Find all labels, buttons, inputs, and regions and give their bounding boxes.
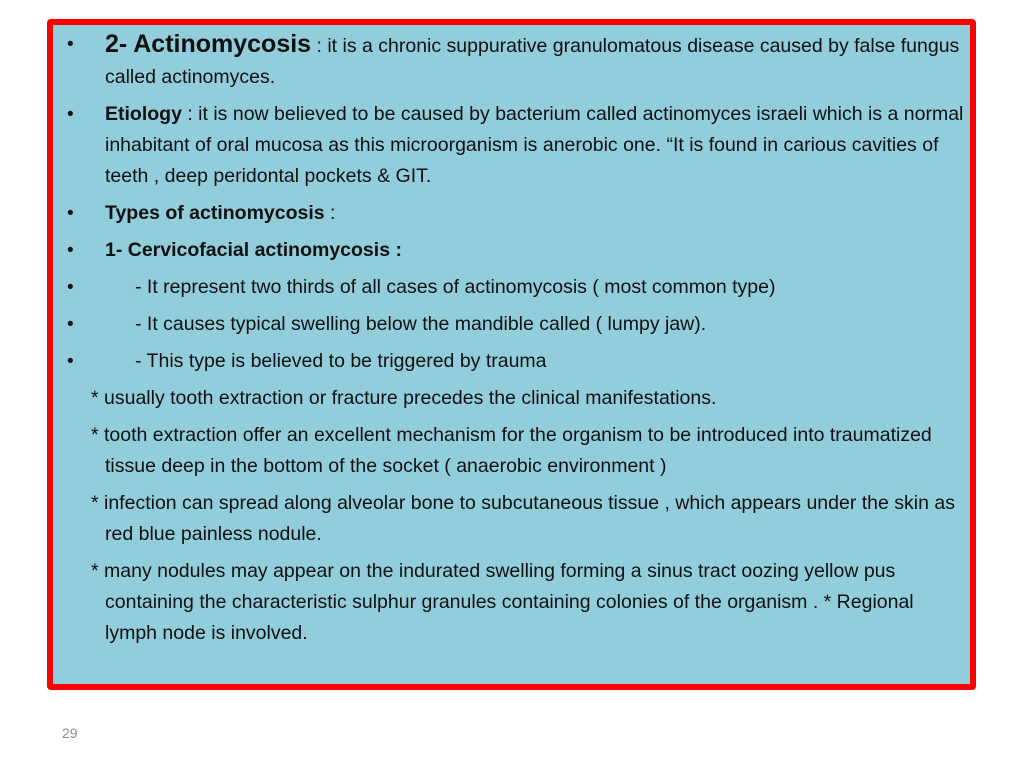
bullet-item-types (59, 198, 969, 229)
bullet-item-point (59, 272, 969, 303)
cervicofacial-label: 1- Cervicofacial actinomycosis : (105, 239, 402, 261)
etiology-label: Etiology (105, 103, 182, 125)
types-label: Types of actinomycosis (105, 202, 325, 224)
note-item: * tooth extraction offer an excellent mechanism for the organism to be introduced into traumatized tissue deep in the bottom of the socket ( anaerobic environment ) (91, 424, 932, 477)
definition-text: : it is a chronic suppurative granulomatous disease caused by false fungus called actinomyces. (105, 35, 960, 88)
content-box (47, 19, 976, 690)
etiology-text: : it is now believed to be caused by bacterium called actinomyces israeli which is a normal inhabitant of oral mucosa as this microorganism is anerobic one. “It is found in carious cavities of teeth , deep peridontal pockets & GIT. (105, 103, 964, 187)
point-text: - It represent two thirds of all cases of actinomycosis ( most common type) (135, 276, 776, 298)
bullet-list (59, 29, 969, 649)
page-number: 29 (62, 725, 78, 741)
types-colon: : (324, 202, 336, 224)
slide-title: 2- Actinomycosis (105, 30, 312, 58)
point-text: - This type is believed to be triggered by trauma (135, 350, 547, 372)
bullet-item-cervicofacial (59, 235, 969, 266)
note-item: * many nodules may appear on the indurated swelling forming a sinus tract oozing yellow pus containing the characteristic sulphur granules containing colonies of the organism . * Regional lymph node is involved. (91, 560, 914, 644)
point-text: - It causes typical swelling below the mandible called ( lumpy jaw). (135, 313, 707, 335)
note-item: * usually tooth extraction or fracture precedes the clinical manifestations. (91, 387, 717, 409)
note-item: * infection can spread along alveolar bone to subcutaneous tissue , which appears under the skin as red blue painless nodule. (91, 492, 955, 545)
bullet-item-point (59, 309, 969, 340)
bullet-item-definition (59, 29, 969, 93)
bullet-item-etiology (59, 99, 969, 192)
bullet-item-point (59, 346, 969, 377)
